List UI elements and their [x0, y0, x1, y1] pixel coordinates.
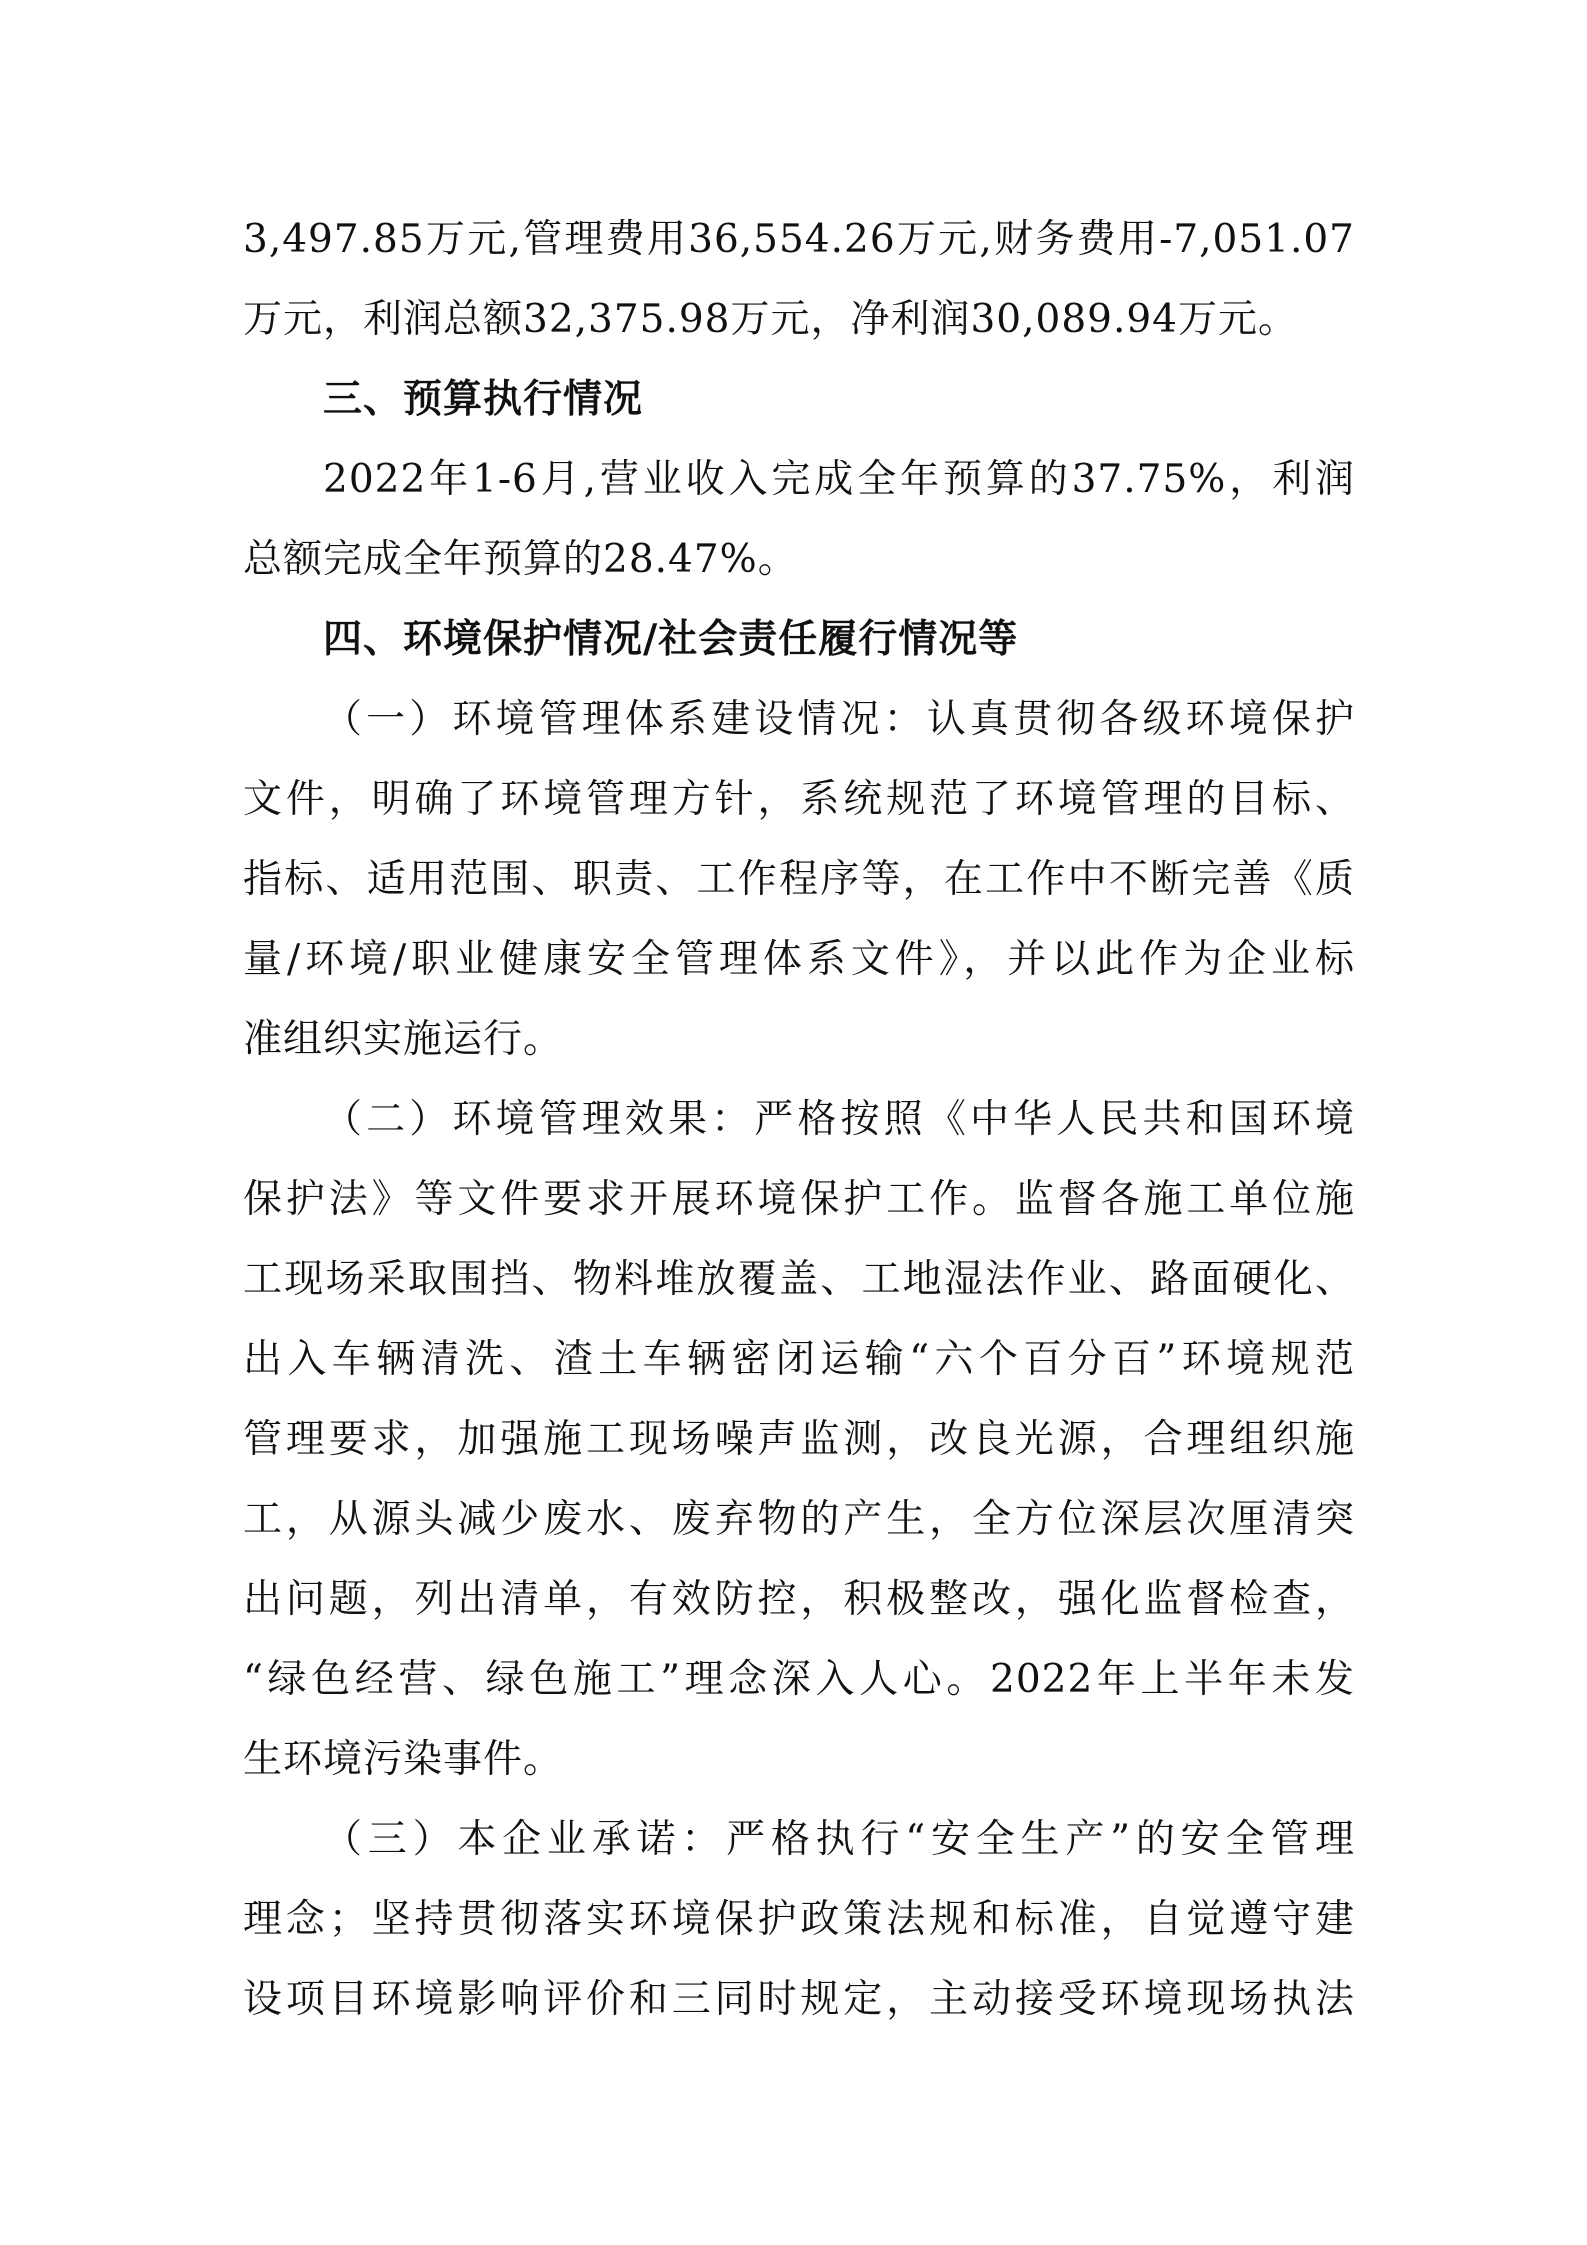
paragraph-env-management-effect: [243, 1080, 1355, 1800]
paragraph-enterprise-commitment: [243, 1800, 1355, 2040]
text-line: 管理要求，加强施工现场噪声监测，改良光源，合理组织施: [243, 1417, 1355, 1462]
text-line: （二）环境管理效果：严格按照《中华人民共和国环境: [323, 1097, 1355, 1142]
text-line: 生环境污染事件。: [243, 1737, 564, 1782]
text-line: 总额完成全年预算的28.47%。: [243, 537, 798, 582]
text-line: 2022年1-6月,营业收入完成全年预算的37.75%，利润: [323, 457, 1355, 502]
text-line: 设项目环境影响评价和三同时规定，主动接受环境现场执法: [243, 1977, 1355, 2022]
text-line: 出问题，列出清单，有效防控，积极整改，强化监督检查，: [243, 1577, 1355, 1622]
paragraph-financial-summary: [243, 200, 1355, 360]
text-line: 3,497.85万元,管理费用36,554.26万元,财务费用-7,051.07: [243, 217, 1355, 262]
text-line: 工现场采取围挡、物料堆放覆盖、工地湿法作业、路面硬化、: [243, 1257, 1355, 1302]
text-line: “绿色经营、绿色施工”理念深入人心。2022年上半年未发: [243, 1657, 1355, 1702]
text-line: 万元，利润总额32,375.98万元，净利润30,089.94万元。: [243, 297, 1298, 342]
text-line: （三）本企业承诺：严格执行“安全生产”的安全管理: [323, 1817, 1355, 1862]
text-line: 保护法》等文件要求开展环境保护工作。监督各施工单位施: [243, 1177, 1355, 1222]
section-heading-environment: 四、环境保护情况/社会责任履行情况等: [323, 617, 1019, 662]
paragraph-env-management-system: [243, 680, 1355, 1080]
section-heading-budget: 三、预算执行情况: [323, 377, 644, 422]
paragraph-budget-execution: [243, 440, 1355, 600]
text-line: 文件，明确了环境管理方针，系统规范了环境管理的目标、: [243, 777, 1355, 822]
document-page: [243, 200, 1355, 2040]
text-line: 指标、适用范围、职责、工作程序等，在工作中不断完善《质: [243, 857, 1355, 902]
text-line: 出入车辆清洗、渣土车辆密闭运输“六个百分百”环境规范: [243, 1337, 1355, 1382]
text-line: 准组织实施运行。: [243, 1017, 564, 1062]
text-line: （一）环境管理体系建设情况：认真贯彻各级环境保护: [323, 697, 1355, 742]
text-line: 工，从源头减少废水、废弃物的产生，全方位深层次厘清突: [243, 1497, 1355, 1542]
text-line: 量/环境/职业健康安全管理体系文件》，并以此作为企业标: [243, 937, 1355, 982]
text-line: 理念；坚持贯彻落实环境保护政策法规和标准，自觉遵守建: [243, 1897, 1355, 1942]
